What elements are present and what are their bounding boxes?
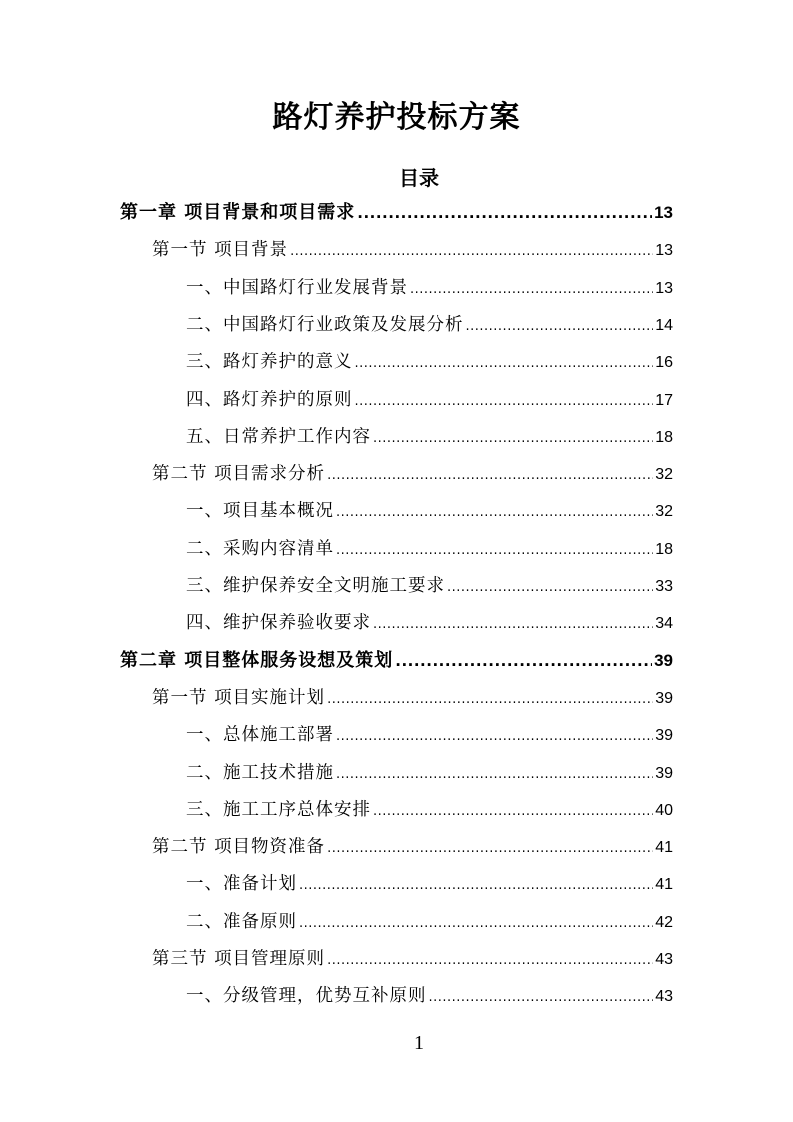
toc-entry[interactable]: [186, 531, 673, 567]
toc-dot-leader: [299, 868, 653, 904]
toc-entry-title: 一、分级管理，优势互补原则: [186, 986, 427, 1007]
toc-entry-title: 第二章 项目整体服务设想及策划: [120, 649, 394, 671]
toc-entry[interactable]: [186, 568, 673, 604]
toc-entry-page: 18: [655, 540, 673, 558]
toc-entry[interactable]: [186, 605, 673, 641]
toc-entry-page: 32: [655, 466, 673, 484]
toc-entry[interactable]: [120, 195, 673, 231]
toc-dot-leader: [395, 643, 652, 679]
toc-entry-page: 13: [654, 203, 673, 222]
toc-entry-title: 第二节 项目物资准备: [152, 837, 326, 858]
toc-dot-leader: [336, 495, 653, 531]
toc-entry[interactable]: [186, 717, 673, 753]
toc-entry-title: 一、项目基本概况: [186, 501, 334, 522]
toc-dot-leader: [336, 719, 653, 755]
toc-dot-leader: [290, 234, 653, 270]
toc-entry[interactable]: [186, 978, 673, 1014]
toc-entry-page: 40: [655, 801, 673, 819]
toc-dot-leader: [357, 195, 652, 231]
toc-entry-page: 13: [655, 242, 673, 260]
toc-dot-leader: [373, 607, 653, 643]
toc-dot-leader: [327, 682, 653, 718]
toc-entry[interactable]: [186, 792, 673, 828]
toc-entry-title: 第一章 项目背景和项目需求: [120, 202, 356, 223]
toc-entry[interactable]: [186, 382, 673, 418]
toc-entry[interactable]: [186, 493, 673, 529]
toc-entry-title: 第三节 项目管理原则: [152, 949, 326, 969]
toc-entry-page: 18: [655, 428, 673, 446]
toc-heading: 目录: [399, 166, 439, 190]
toc-entry[interactable]: [120, 643, 673, 679]
toc-entry[interactable]: [152, 680, 673, 716]
toc-entry-title: 一、总体施工部署: [186, 725, 334, 746]
toc-dot-leader: [336, 533, 653, 569]
toc-entry-title: 第一节 项目实施计划: [152, 687, 326, 708]
toc-entry[interactable]: [186, 270, 673, 306]
toc-dot-leader: [336, 757, 653, 793]
toc-entry-title: 一、中国路灯行业发展背景: [186, 277, 408, 298]
toc-entry-page: 39: [654, 650, 673, 670]
toc-entry-page: 41: [655, 839, 673, 857]
toc-entry-title: 三、维护保养安全文明施工要求: [186, 576, 445, 596]
toc-entry-page: 43: [655, 951, 673, 968]
toc-dot-leader: [327, 458, 653, 494]
page-number: 1: [414, 1032, 424, 1054]
toc-dot-leader: [355, 384, 654, 420]
toc-entry-page: 17: [655, 391, 673, 409]
toc-dot-leader: [299, 906, 653, 942]
toc-entry-title: 五、日常养护工作内容: [186, 426, 371, 447]
toc-entry[interactable]: [152, 941, 673, 977]
toc-dot-leader: [355, 346, 654, 382]
toc-entry[interactable]: [152, 232, 673, 268]
toc-entry[interactable]: [186, 904, 673, 940]
toc-entry-page: 43: [655, 988, 673, 1006]
toc-entry-page: 41: [655, 876, 673, 894]
toc-entry-title: 第一节 项目背景: [152, 240, 289, 261]
toc-entry-page: 32: [655, 503, 673, 521]
toc-entry[interactable]: [186, 307, 673, 343]
toc-entry-title: 四、路灯养护的原则: [186, 389, 353, 410]
toc-entry[interactable]: [186, 755, 673, 791]
toc-entry-title: 二、准备原则: [186, 911, 297, 932]
toc-entry[interactable]: [186, 866, 673, 902]
toc-dot-leader: [429, 980, 654, 1016]
toc-entry[interactable]: [152, 456, 673, 492]
toc-entry[interactable]: [186, 419, 673, 455]
toc-dot-leader: [466, 309, 654, 345]
toc-dot-leader: [327, 943, 653, 979]
toc-entry-title: 二、施工技术措施: [186, 762, 334, 783]
toc-dot-leader: [327, 831, 653, 867]
toc-entry[interactable]: [186, 344, 673, 380]
toc-entry-page: 33: [655, 578, 673, 595]
toc-entry-title: 三、施工工序总体安排: [186, 799, 371, 820]
toc-entry-page: 14: [655, 316, 673, 334]
toc-dot-leader: [410, 272, 653, 308]
toc-dot-leader: [373, 794, 653, 830]
toc-entry[interactable]: [152, 829, 673, 865]
toc-entry-title: 一、准备计划: [186, 874, 297, 895]
toc-entry-page: 13: [655, 279, 673, 297]
toc-entry-title: 二、采购内容清单: [186, 538, 334, 559]
document-title: 路灯养护投标方案: [272, 100, 521, 135]
toc-entry-page: 39: [655, 727, 673, 745]
toc-entry-page: 34: [655, 615, 673, 633]
toc-entry-title: 二、中国路灯行业政策及发展分析: [186, 314, 464, 335]
toc-entry-page: 42: [655, 913, 673, 931]
toc-entry-title: 四、维护保养验收要求: [186, 613, 371, 634]
toc-entry-page: 39: [655, 689, 673, 707]
toc-entry-page: 39: [655, 764, 673, 782]
toc-dot-leader: [447, 570, 653, 606]
toc-entry-page: 16: [655, 354, 673, 372]
toc-entry-title: 第二节 项目需求分析: [152, 464, 326, 485]
toc-dot-leader: [373, 421, 653, 457]
toc-entry-title: 三、路灯养护的意义: [186, 352, 353, 373]
